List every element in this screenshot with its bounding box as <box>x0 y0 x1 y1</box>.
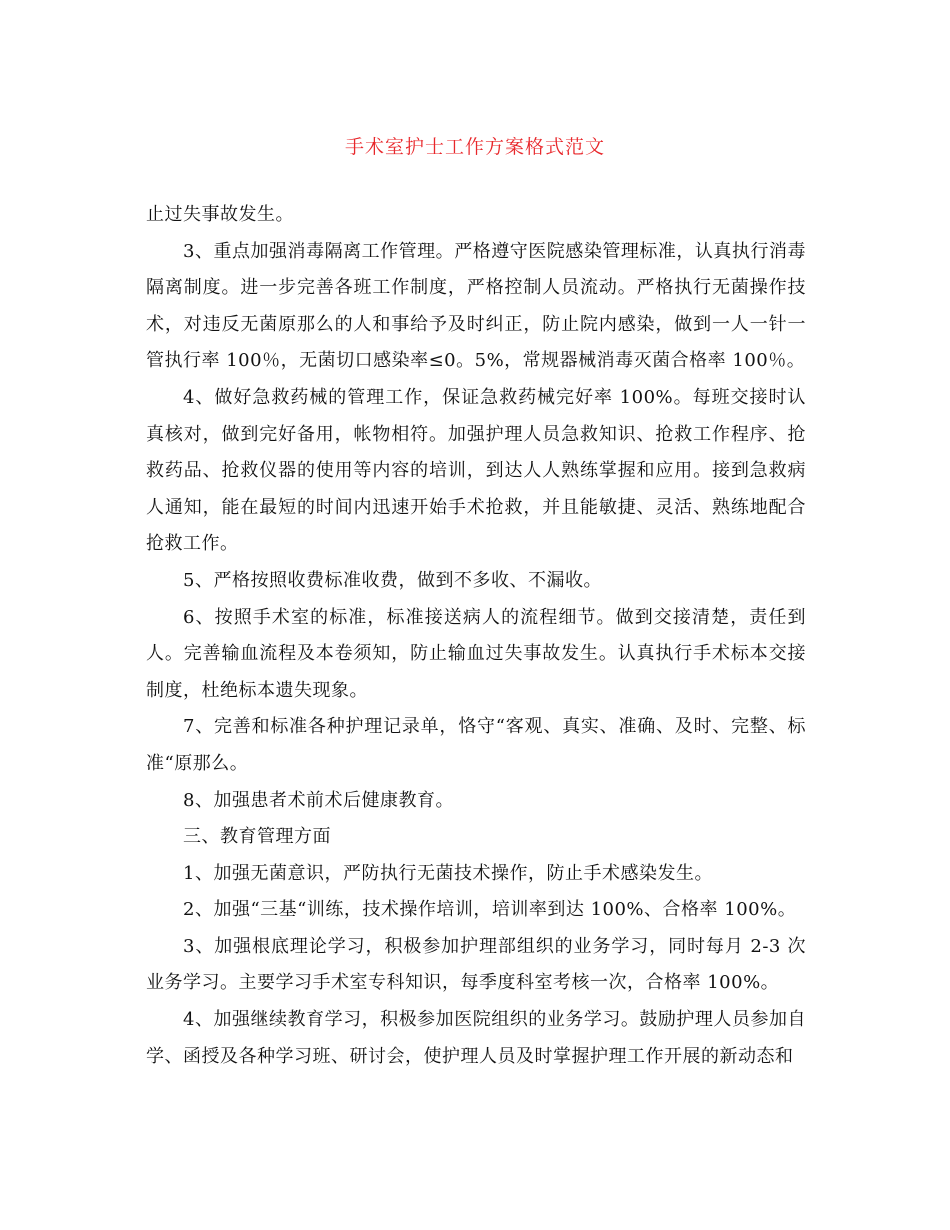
paragraph-edu-item-1: 1、加强无菌意识，严防执行无菌技术操作，防止手术感染发生。 <box>183 862 713 884</box>
paragraph-item-3-disinfection: 3、重点加强消毒隔离工作管理。严格遵守医院感染管理标准，认真执行消毒隔离制度。进一步完善各班工作制度，严格控制人员流动。严格执行无菌操作技术，对违反无菌原那么的人和事给予及时纠正，防止院内感染，做到一人一针一管执行率 100％，无菌切口感染率≤0。5%，常规器械消毒灭菌合格率 100％。 <box>146 240 806 372</box>
paragraph-item-6-patient-transfer: 6、按照手术室的标准，标准接送病人的流程细节。做到交接清楚，责任到人。完善输血流程及本卷须知，防止输血过失事故发生。认真执行手术标本交接制度，杜绝标本遗失现象。 <box>146 606 806 701</box>
document-body <box>146 197 806 1075</box>
paragraph-item-4-emergency-drugs: 4、做好急救药械的管理工作，保证急救药械完好率 100%。每班交接时认真核对，做到完好备用，帐物相符。加强护理人员急救知识、抢救工作程序、抢救药品、抢救仪器的使用等内容的培训，到达人人熟练掌握和应用。接到急救病人通知，能在最短的时间内迅速开始手术抢救，并且能敏捷、灵活、熟练地配合抢救工作。 <box>146 386 806 555</box>
paragraph-edu-item-3: 3、加强根底理论学习，积极参加护理部组织的业务学习，同时每月 2-3 次业务学习。主要学习手术室专科知识，每季度科室考核一次，合格率 100%。 <box>146 935 806 994</box>
paragraph-item-5-billing: 5、严格按照收费标准收费，做到不多收、不漏收。 <box>183 569 602 591</box>
document-title: 手术室护士工作方案格式范文 <box>344 136 605 158</box>
paragraph-item-8-health-education: 8、加强患者术前术后健康教育。 <box>183 789 454 811</box>
paragraph-edu-item-2: 2、加强“三基“训练，技术操作培训，培训率到达 100%、合格率 100%。 <box>183 899 797 921</box>
section-heading-education-management: 三、教育管理方面 <box>183 826 331 848</box>
paragraph-continuation: 止过失事故发生。 <box>146 204 294 225</box>
paragraph-edu-item-4: 4、加强继续教育学习，积极参加医院组织的业务学习。鼓励护理人员参加自学、函授及各种学习班、研讨会，使护理人员及时掌握护理工作开展的新动态和 <box>146 1009 806 1067</box>
paragraph-item-7-nursing-records: 7、完善和标准各种护理记录单，恪守“客观、真实、准确、及时、完整、标准“原那么。 <box>146 716 806 774</box>
